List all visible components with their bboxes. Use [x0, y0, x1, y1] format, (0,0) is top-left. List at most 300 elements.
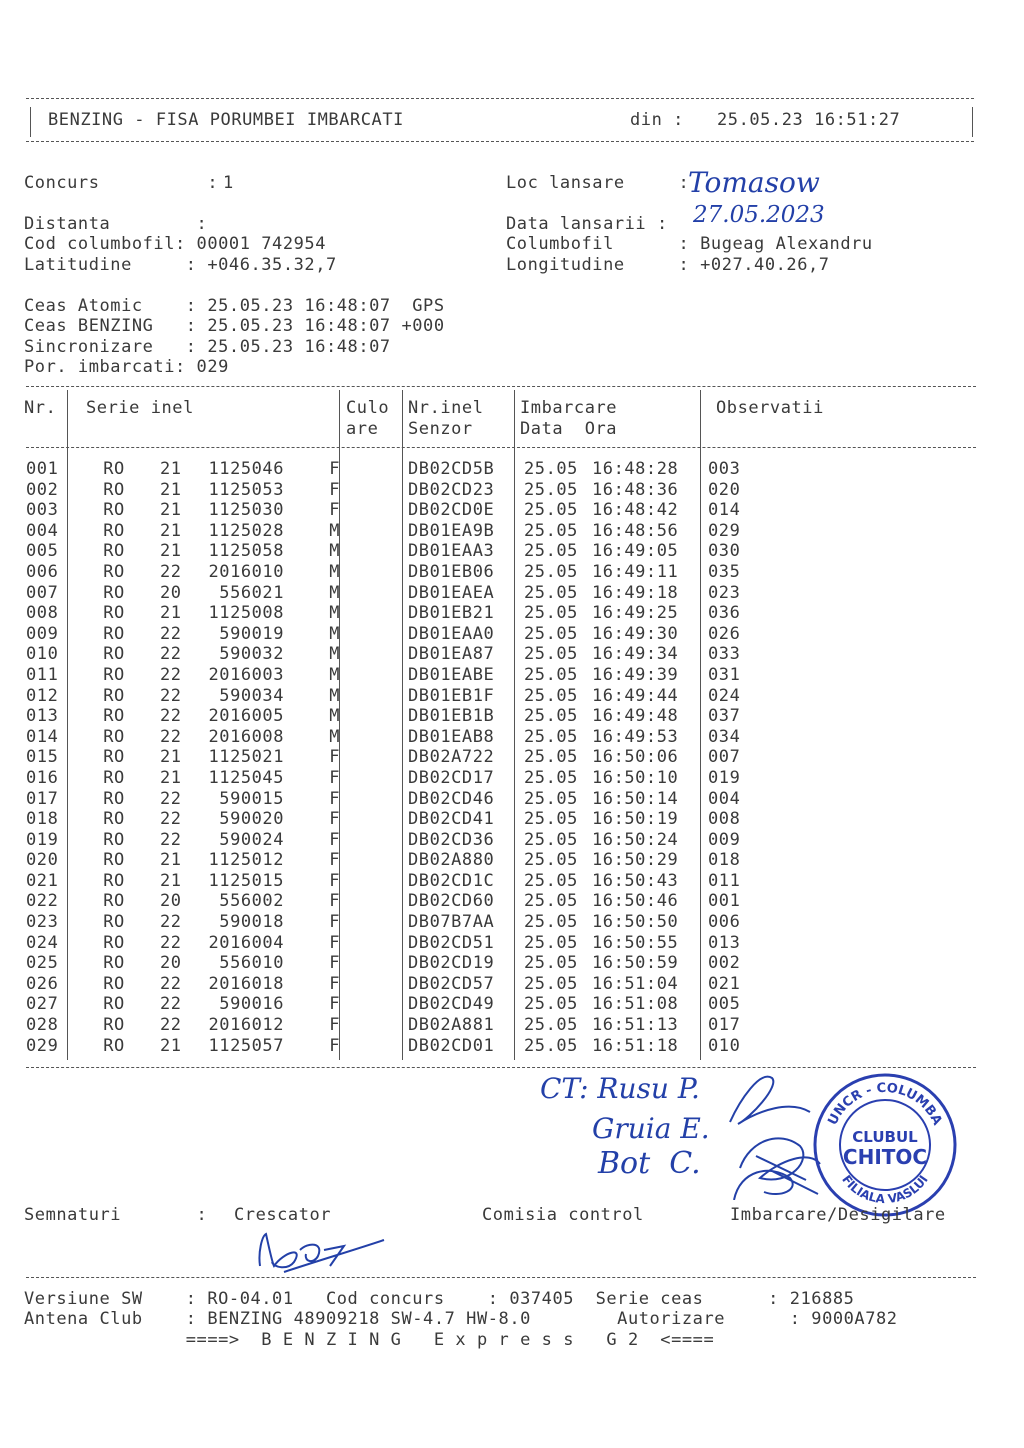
row-culoare [344, 521, 404, 542]
row-time: 16:49:44 [592, 685, 679, 706]
row-nr: 022 [26, 891, 59, 912]
row-ring-number: 1125030 [208, 500, 284, 521]
row-sensor: DB02CD46 [408, 788, 495, 809]
row-ring-number: 590016 [219, 994, 284, 1015]
row-nr: 001 [26, 459, 59, 479]
row-country: RO [103, 623, 125, 644]
table-row [26, 1015, 740, 1036]
row-sensor: DB02A722 [408, 747, 495, 768]
row-ring-number: 556010 [219, 953, 284, 974]
row-date: 25.05 [524, 664, 578, 685]
row-sensor: DB01EB06 [408, 561, 495, 582]
row-time: 16:49:18 [592, 582, 679, 603]
row-year: 22 [160, 829, 182, 850]
row-year: 22 [160, 664, 182, 685]
row-nr: 020 [26, 850, 59, 871]
row-observatii: 002 [708, 953, 741, 974]
col-header-imbarcare-1: Imbarcare [520, 398, 618, 418]
row-ring-number: 1125012 [208, 850, 284, 871]
cod-columbofil-line: Cod columbofil: 00001 742954 [24, 234, 326, 254]
pigeon-table-body [26, 459, 740, 1056]
row-ring-number: 556021 [219, 582, 284, 603]
footer-top-border [26, 1277, 976, 1278]
row-nr: 019 [26, 829, 59, 850]
row-time: 16:50:06 [592, 747, 679, 768]
row-sex: F [329, 932, 340, 953]
row-culoare [344, 583, 404, 604]
row-date: 25.05 [524, 809, 578, 830]
row-time: 16:50:43 [592, 870, 679, 891]
concurs-value: 1 [223, 173, 234, 193]
row-time: 16:50:46 [592, 891, 679, 912]
crescator-signature [244, 1222, 394, 1278]
data-lansarii-value: 27.05.2023 [693, 202, 825, 228]
col-header-culoare-1: Culo [346, 398, 390, 418]
row-nr: 016 [26, 767, 59, 788]
row-sex: F [329, 500, 340, 521]
document-title: BENZING - FISA PORUMBEI IMBARCATI [48, 110, 404, 130]
row-date: 25.05 [524, 1035, 578, 1056]
row-country: RO [103, 582, 125, 603]
row-time: 16:50:14 [592, 788, 679, 809]
row-date: 25.05 [524, 685, 578, 706]
row-nr: 008 [26, 603, 59, 624]
row-date: 25.05 [524, 561, 578, 582]
row-time: 16:49:11 [592, 561, 679, 582]
row-observatii: 021 [708, 973, 741, 994]
row-date: 25.05 [524, 973, 578, 994]
row-observatii: 007 [708, 747, 741, 768]
row-observatii: 001 [708, 891, 741, 912]
longitudine-line: Longitudine : +027.40.26,7 [506, 255, 830, 275]
row-culoare [344, 871, 404, 892]
handwriting-line-2: Gruia E. [592, 1112, 710, 1145]
row-sensor: DB02CD36 [408, 829, 495, 850]
row-country: RO [103, 850, 125, 871]
row-observatii: 024 [708, 685, 741, 706]
row-sensor: DB01EB21 [408, 603, 495, 624]
row-observatii: 018 [708, 850, 741, 871]
row-date: 25.05 [524, 706, 578, 727]
table-row [26, 521, 740, 542]
row-culoare [344, 500, 404, 521]
table-row [26, 624, 740, 645]
row-observatii: 037 [708, 706, 741, 727]
row-time: 16:50:19 [592, 809, 679, 830]
row-culoare [344, 459, 404, 480]
table-row [26, 933, 740, 954]
row-culoare [344, 562, 404, 583]
row-sensor: DB02CD60 [408, 891, 495, 912]
columbofil-line: Columbofil : Bugeag Alexandru [506, 234, 873, 254]
handwriting-line-1: CT: Rusu P. [540, 1072, 700, 1105]
row-date: 25.05 [524, 479, 578, 500]
header-bottom-border [26, 141, 974, 142]
row-observatii: 010 [708, 1035, 741, 1056]
row-country: RO [103, 932, 125, 953]
row-ring-number: 1125046 [208, 459, 284, 479]
table-top-border [26, 386, 976, 387]
col-header-nr-inel-1: Nr.inel [408, 398, 484, 418]
row-date: 25.05 [524, 747, 578, 768]
row-observatii: 013 [708, 932, 741, 953]
row-culoare [344, 912, 404, 933]
row-country: RO [103, 561, 125, 582]
header-left-border [30, 107, 31, 137]
header-date-value: 25.05.23 16:51:27 [717, 110, 901, 130]
row-observatii: 031 [708, 664, 741, 685]
row-sex: M [329, 603, 340, 624]
row-time: 16:49:39 [592, 664, 679, 685]
row-observatii: 008 [708, 809, 741, 830]
row-culoare [344, 974, 404, 995]
table-row [26, 747, 740, 768]
row-date: 25.05 [524, 582, 578, 603]
table-row [26, 500, 740, 521]
row-ring-number: 1125021 [208, 747, 284, 768]
row-time: 16:49:53 [592, 726, 679, 747]
row-nr: 027 [26, 994, 59, 1015]
table-row [26, 1036, 740, 1057]
row-sex: F [329, 973, 340, 994]
row-culoare [344, 603, 404, 624]
row-time: 16:49:30 [592, 623, 679, 644]
row-culoare [344, 480, 404, 501]
row-sex: M [329, 623, 340, 644]
row-observatii: 009 [708, 829, 741, 850]
row-culoare [344, 665, 404, 686]
row-date: 25.05 [524, 953, 578, 974]
row-ring-number: 590018 [219, 912, 284, 933]
row-time: 16:49:34 [592, 644, 679, 665]
latitudine-line: Latitudine : +046.35.32,7 [24, 255, 337, 275]
semnaturi-label: Semnaturi : [24, 1205, 208, 1225]
row-nr: 006 [26, 561, 59, 582]
row-ring-number: 1125008 [208, 603, 284, 624]
row-sensor: DB02CD1C [408, 870, 495, 891]
row-culoare [344, 994, 404, 1015]
distanta-label: Distanta : [24, 214, 208, 234]
row-sensor: DB02CD17 [408, 767, 495, 788]
row-sensor: DB07B7AA [408, 912, 495, 933]
row-sex: M [329, 520, 340, 541]
row-sensor: DB02CD23 [408, 479, 495, 500]
row-nr: 005 [26, 541, 59, 562]
sincronizare-line: Sincronizare : 25.05.23 16:48:07 [24, 337, 391, 357]
row-observatii: 003 [708, 459, 741, 479]
row-ring-number: 590034 [219, 685, 284, 706]
row-culoare [344, 1015, 404, 1036]
stamp-line-2: CHITOC [842, 1145, 928, 1169]
row-country: RO [103, 747, 125, 768]
row-observatii: 004 [708, 788, 741, 809]
row-sensor: DB01EB1F [408, 685, 495, 706]
row-sex: M [329, 561, 340, 582]
row-year: 22 [160, 1015, 182, 1036]
row-observatii: 035 [708, 561, 741, 582]
row-sex: F [329, 809, 340, 830]
row-date: 25.05 [524, 603, 578, 624]
row-sensor: DB02CD5B [408, 459, 495, 479]
row-nr: 010 [26, 644, 59, 665]
row-sex: M [329, 582, 340, 603]
row-nr: 013 [26, 706, 59, 727]
row-observatii: 026 [708, 623, 741, 644]
row-country: RO [103, 706, 125, 727]
loc-lansare-value: Tomasow [688, 166, 820, 199]
header-top-border [26, 98, 974, 99]
row-culoare [344, 933, 404, 954]
row-sex: F [329, 891, 340, 912]
row-date: 25.05 [524, 726, 578, 747]
row-nr: 003 [26, 500, 59, 521]
row-date: 25.05 [524, 1015, 578, 1036]
row-year: 22 [160, 994, 182, 1015]
row-nr: 004 [26, 520, 59, 541]
table-row [26, 953, 740, 974]
row-sex: F [329, 479, 340, 500]
row-country: RO [103, 973, 125, 994]
row-culoare [344, 1036, 404, 1057]
row-observatii: 014 [708, 500, 741, 521]
row-year: 22 [160, 644, 182, 665]
row-sex: M [329, 706, 340, 727]
row-year: 22 [160, 788, 182, 809]
table-row [26, 644, 740, 665]
row-time: 16:49:48 [592, 706, 679, 727]
row-nr: 012 [26, 685, 59, 706]
row-ring-number: 1125028 [208, 520, 284, 541]
row-sex: F [329, 1015, 340, 1036]
header-date-label: din : [630, 110, 684, 130]
row-nr: 029 [26, 1035, 59, 1056]
row-ring-number: 590015 [219, 788, 284, 809]
row-culoare [344, 891, 404, 912]
row-culoare [344, 727, 404, 748]
imbarcare-desigilare-label: Imbarcare/Desigilare [730, 1205, 946, 1225]
row-sensor: DB02CD0E [408, 500, 495, 521]
row-sensor: DB01EA9B [408, 520, 495, 541]
row-date: 25.05 [524, 829, 578, 850]
row-ring-number: 2016012 [208, 1015, 284, 1036]
row-year: 21 [160, 500, 182, 521]
row-time: 16:50:29 [592, 850, 679, 871]
row-culoare [344, 850, 404, 871]
row-nr: 025 [26, 953, 59, 974]
crescator-label: Crescator [234, 1205, 332, 1225]
row-ring-number: 590020 [219, 809, 284, 830]
row-date: 25.05 [524, 520, 578, 541]
row-year: 22 [160, 809, 182, 830]
row-country: RO [103, 520, 125, 541]
row-sensor: DB02CD19 [408, 953, 495, 974]
stamp-line-1: CLUBUL [852, 1128, 918, 1146]
row-observatii: 030 [708, 541, 741, 562]
row-country: RO [103, 912, 125, 933]
stamp-bottom-path: FILIALA VASLUI [839, 1172, 931, 1207]
row-country: RO [103, 870, 125, 891]
row-nr: 007 [26, 582, 59, 603]
row-time: 16:50:24 [592, 829, 679, 850]
table-row [26, 583, 740, 604]
row-culoare [344, 830, 404, 851]
row-ring-number: 1125045 [208, 767, 284, 788]
row-observatii: 011 [708, 870, 741, 891]
row-sex: M [329, 685, 340, 706]
table-row [26, 891, 740, 912]
row-observatii: 029 [708, 520, 741, 541]
table-row [26, 706, 740, 727]
row-ring-number: 1125057 [208, 1035, 284, 1056]
row-ring-number: 2016018 [208, 973, 284, 994]
row-date: 25.05 [524, 932, 578, 953]
row-time: 16:48:36 [592, 479, 679, 500]
row-year: 22 [160, 932, 182, 953]
row-nr: 028 [26, 1015, 59, 1036]
col-header-imbarcare-2: Data Ora [520, 419, 618, 439]
benzing-express-line: ====> B E N Z I N G E x p r e s s G 2 <==== [24, 1330, 715, 1350]
row-date: 25.05 [524, 459, 578, 479]
row-time: 16:51:18 [592, 1035, 679, 1056]
row-ring-number: 1125015 [208, 870, 284, 891]
row-observatii: 033 [708, 644, 741, 665]
table-header-bottom-border [26, 447, 976, 448]
row-time: 16:50:10 [592, 767, 679, 788]
handwriting-line-3: Bot C. [598, 1146, 701, 1181]
row-year: 22 [160, 912, 182, 933]
row-date: 25.05 [524, 644, 578, 665]
row-ring-number: 1125058 [208, 541, 284, 562]
row-sensor: DB02CD01 [408, 1035, 495, 1056]
row-observatii: 005 [708, 994, 741, 1015]
row-culoare [344, 541, 404, 562]
row-culoare [344, 789, 404, 810]
row-year: 21 [160, 870, 182, 891]
row-time: 16:50:59 [592, 953, 679, 974]
col-header-serie-inel: Serie inel [86, 398, 194, 418]
row-ring-number: 590019 [219, 623, 284, 644]
row-country: RO [103, 767, 125, 788]
row-year: 20 [160, 582, 182, 603]
table-row [26, 974, 740, 995]
table-row [26, 562, 740, 583]
stamp-top-path: UNCR - COLUMBA [825, 1080, 945, 1128]
row-observatii: 020 [708, 479, 741, 500]
row-date: 25.05 [524, 500, 578, 521]
row-sensor: DB01EA87 [408, 644, 495, 665]
row-ring-number: 2016004 [208, 932, 284, 953]
row-date: 25.05 [524, 541, 578, 562]
row-country: RO [103, 726, 125, 747]
row-date: 25.05 [524, 767, 578, 788]
row-sex: F [329, 994, 340, 1015]
row-observatii: 036 [708, 603, 741, 624]
row-culoare [344, 706, 404, 727]
row-country: RO [103, 953, 125, 974]
table-row [26, 912, 740, 933]
row-time: 16:49:25 [592, 603, 679, 624]
row-year: 21 [160, 479, 182, 500]
ceas-benzing-line: Ceas BENZING : 25.05.23 16:48:07 +000 [24, 316, 445, 336]
row-sex: M [329, 541, 340, 562]
row-sex: F [329, 850, 340, 871]
row-country: RO [103, 829, 125, 850]
row-sensor: DB02A880 [408, 850, 495, 871]
row-nr: 002 [26, 479, 59, 500]
row-sex: M [329, 664, 340, 685]
row-sex: F [329, 788, 340, 809]
row-culoare [344, 809, 404, 830]
row-country: RO [103, 500, 125, 521]
row-sex: F [329, 953, 340, 974]
row-ring-number: 2016005 [208, 706, 284, 727]
row-sex: F [329, 912, 340, 933]
table-row [26, 809, 740, 830]
row-nr: 014 [26, 726, 59, 747]
row-culoare [344, 644, 404, 665]
row-country: RO [103, 891, 125, 912]
row-culoare [344, 686, 404, 707]
row-nr: 026 [26, 973, 59, 994]
row-culoare [344, 624, 404, 645]
row-country: RO [103, 664, 125, 685]
row-sensor: DB02CD49 [408, 994, 495, 1015]
row-sensor: DB02A881 [408, 1015, 495, 1036]
porumbei-imbarcati-line: Por. imbarcati: 029 [24, 357, 229, 377]
row-time: 16:50:55 [592, 932, 679, 953]
antena-club-line: Antena Club : BENZING 48909218 SW-4.7 HW-8.0 Autorizare : 9000A782 [24, 1309, 898, 1329]
pigeon-table [26, 459, 740, 1056]
row-date: 25.05 [524, 788, 578, 809]
row-time: 16:51:13 [592, 1015, 679, 1036]
row-date: 25.05 [524, 912, 578, 933]
row-year: 21 [160, 767, 182, 788]
row-culoare [344, 768, 404, 789]
row-sensor: DB01EAA3 [408, 541, 495, 562]
versiune-sw-line: Versiune SW : RO-04.01 Cod concurs : 037405 Serie ceas : 216885 [24, 1289, 855, 1309]
row-country: RO [103, 809, 125, 830]
row-nr: 015 [26, 747, 59, 768]
row-nr: 024 [26, 932, 59, 953]
row-sex: F [329, 829, 340, 850]
row-country: RO [103, 685, 125, 706]
row-year: 22 [160, 561, 182, 582]
table-row [26, 480, 740, 501]
table-row [26, 789, 740, 810]
row-sensor: DB02CD51 [408, 932, 495, 953]
row-country: RO [103, 541, 125, 562]
row-observatii: 034 [708, 726, 741, 747]
row-time: 16:48:28 [592, 459, 679, 479]
row-year: 21 [160, 850, 182, 871]
row-observatii: 019 [708, 767, 741, 788]
col-header-culoare-2: are [346, 419, 379, 439]
row-nr: 023 [26, 912, 59, 933]
row-year: 21 [160, 459, 182, 479]
row-year: 21 [160, 541, 182, 562]
comisia-control-label: Comisia control [482, 1205, 644, 1225]
row-culoare [344, 953, 404, 974]
row-nr: 011 [26, 664, 59, 685]
row-observatii: 006 [708, 912, 741, 933]
table-row [26, 603, 740, 624]
row-sex: F [329, 459, 340, 479]
table-row [26, 850, 740, 871]
row-ring-number: 590032 [219, 644, 284, 665]
row-country: RO [103, 1015, 125, 1036]
row-year: 20 [160, 891, 182, 912]
row-time: 16:51:04 [592, 973, 679, 994]
